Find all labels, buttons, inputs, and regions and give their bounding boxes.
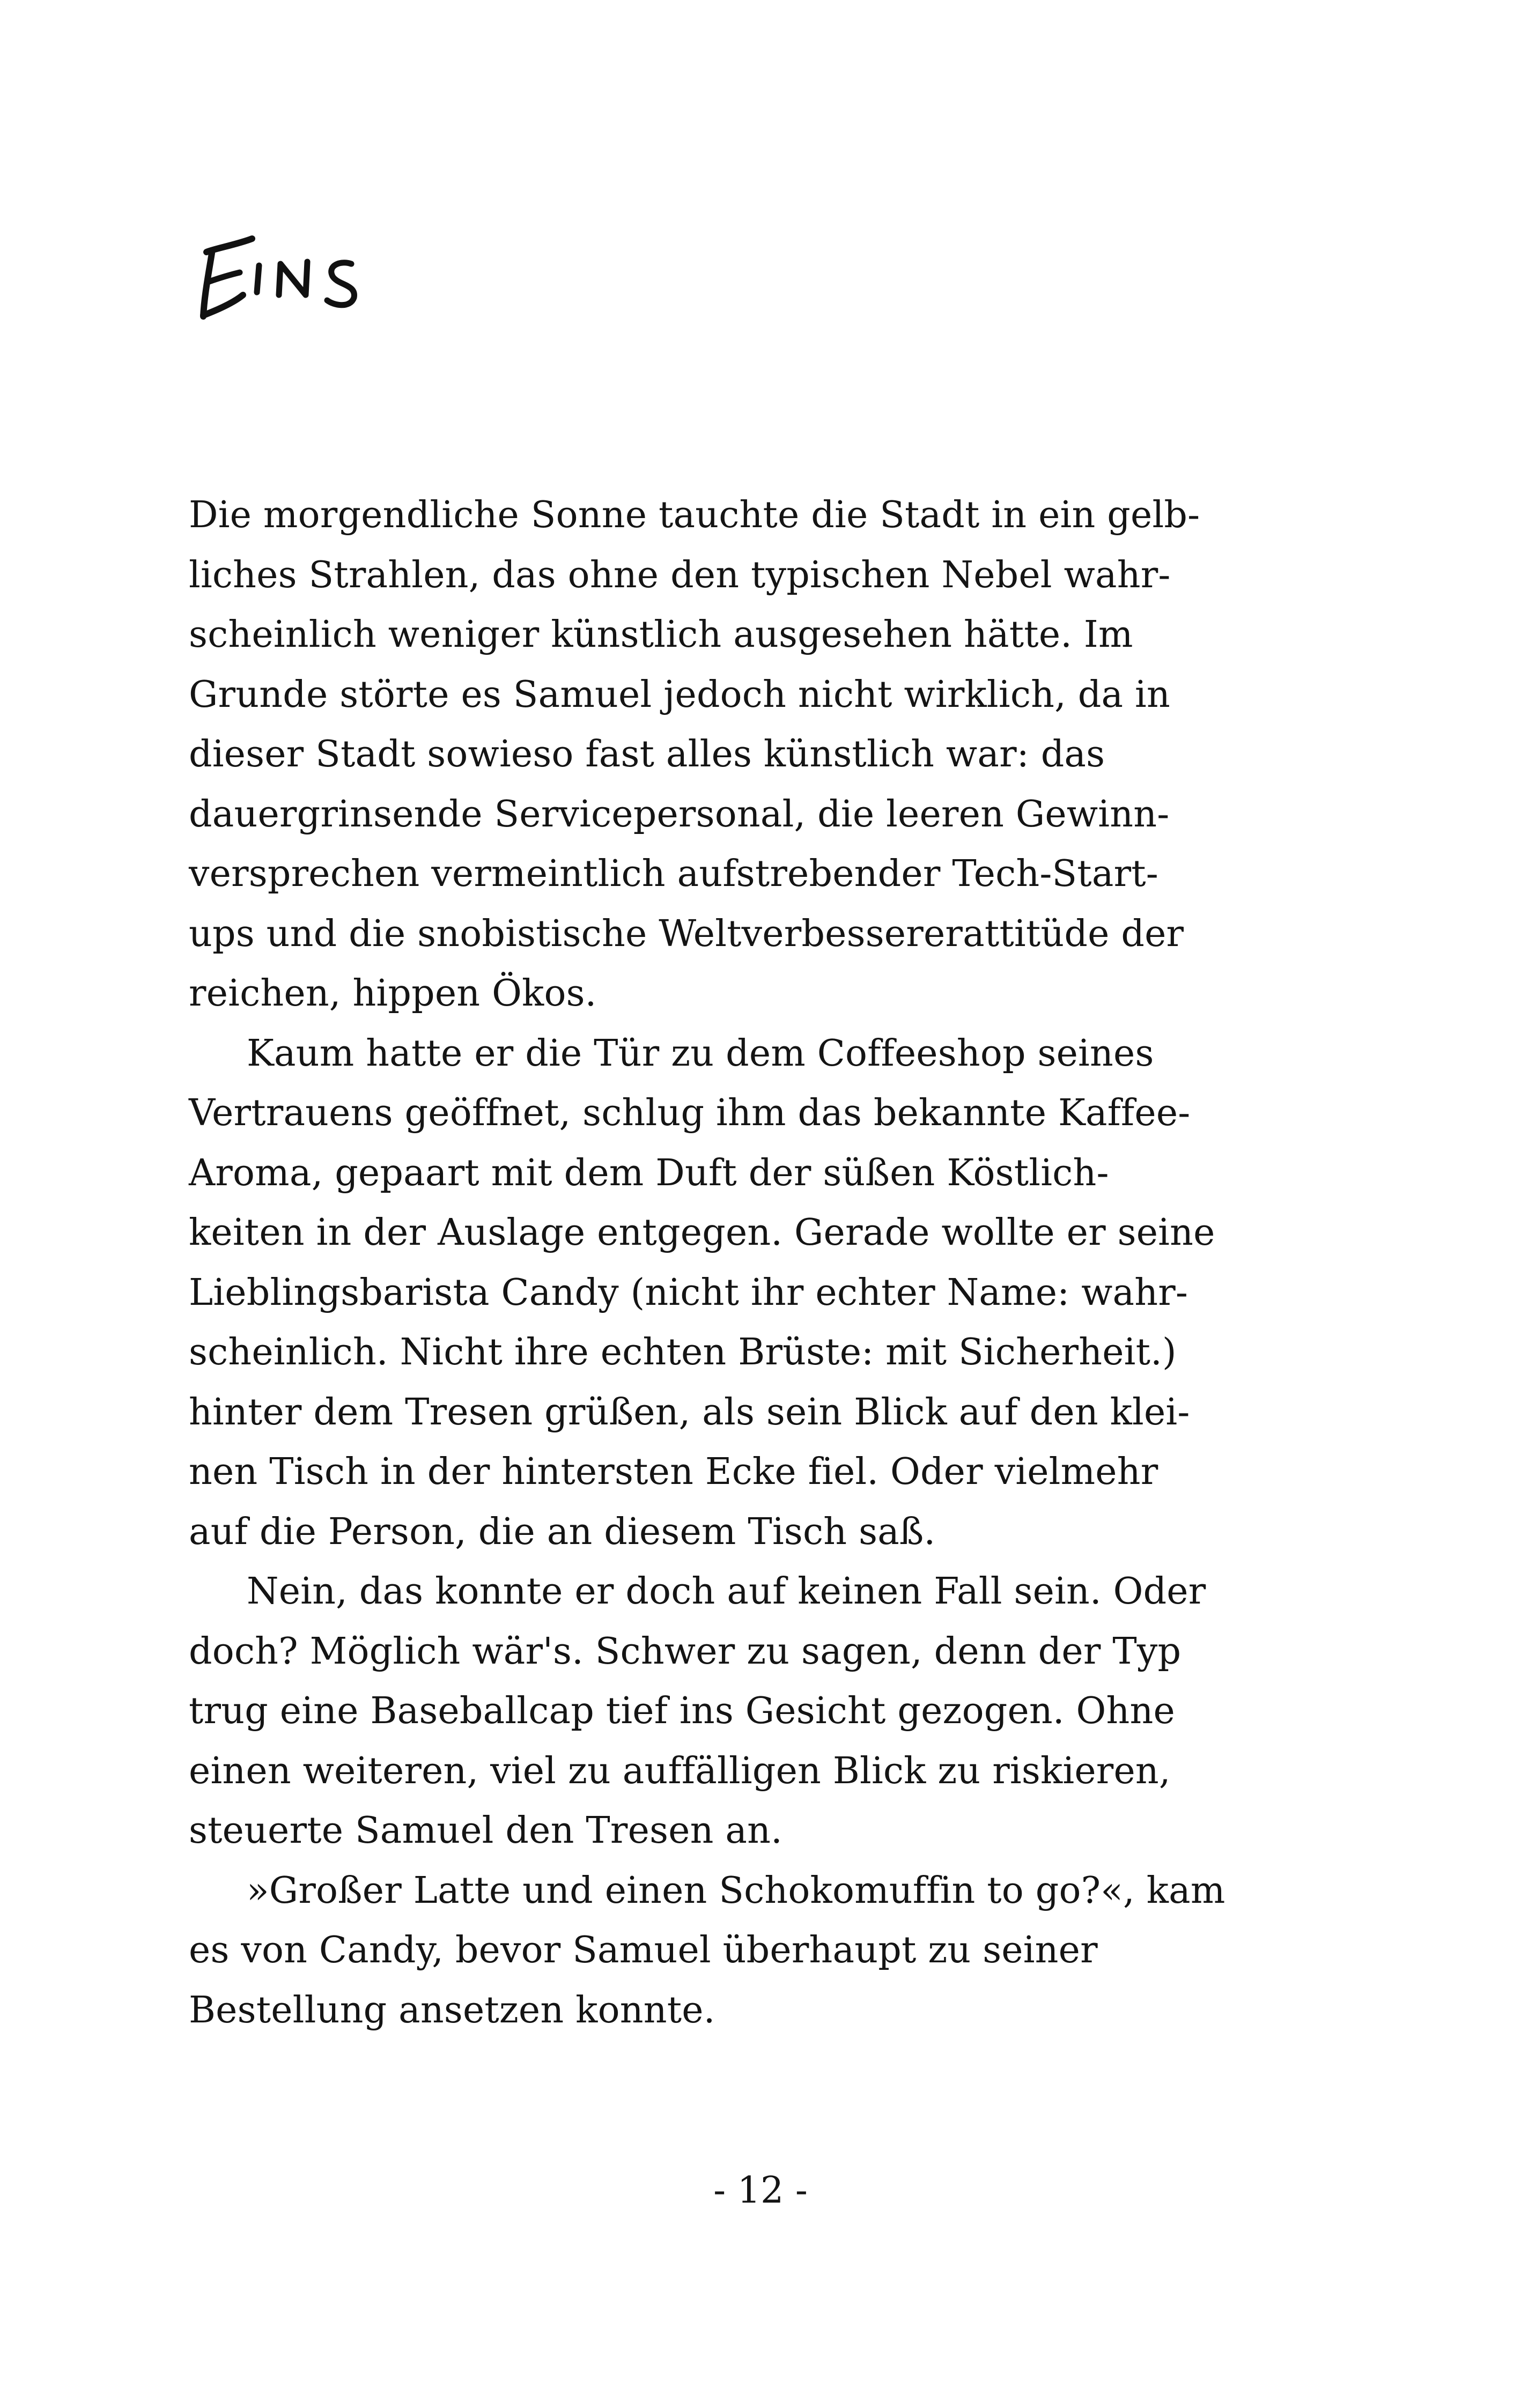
text-line: Grunde störte es Samuel jedoch nicht wirklich, da in [189,673,1170,716]
text-line: Lieblingsbarista Candy (nicht ihr echter Name: wahr- [189,1271,1188,1314]
text-line: versprechen vermeintlich aufstrebender Tech-Start- [189,853,1158,895]
text-line: auf die Person, die an diesem Tisch saß. [189,1510,936,1553]
text-line: scheinlich. Nicht ihre echten Brüste: mit Sicherheit.) [189,1331,1177,1373]
text-line: »Großer Latte und einen Schokomuffin to go?«, kam [247,1869,1225,1912]
text-line: trug eine Baseballcap tief ins Gesicht gezogen. Ohne [189,1690,1175,1732]
page-number: - 12 - [713,2169,808,2212]
text-line: doch? Möglich wär's. Schwer zu sagen, denn der Typ [189,1630,1182,1673]
text-line: scheinlich weniger künstlich ausgesehen hätte. Im [189,614,1133,656]
text-line: steuerte Samuel den Tresen an. [189,1809,782,1852]
text-line: Kaum hatte er die Tür zu dem Coffeeshop seines [247,1032,1154,1075]
text-line: es von Candy, bevor Samuel überhaupt zu seiner [189,1929,1098,1971]
text-line: Bestellung ansetzen konnte. [189,1989,715,2032]
text-line: dauergrinsende Servicepersonal, die leeren Gewinn- [189,793,1170,836]
text-line: hinter dem Tresen grüßen, als sein Blick auf den klei- [189,1391,1190,1434]
chapter-title-handwritten [190,215,416,333]
text-line: Nein, das konnte er doch auf keinen Fall sein. Oder [247,1570,1206,1613]
text-line: Aroma, gepaart mit dem Duft der süßen Köstlich- [189,1151,1109,1194]
text-line: ups und die snobistische Weltverbessererattitüde der [189,912,1184,955]
text-line: liches Strahlen, das ohne den typischen Nebel wahr- [189,553,1171,596]
text-line: reichen, hippen Ökos. [189,972,597,1015]
text-line: nen Tisch in der hintersten Ecke fiel. Oder vielmehr [189,1451,1158,1493]
text-line: dieser Stadt sowieso fast alles künstlich war: das [189,733,1105,775]
chapter-title [190,215,416,333]
text-line: einen weiteren, viel zu auffälligen Blick zu riskieren, [189,1749,1171,1792]
chapter-body-text [189,485,1288,2040]
text-line: keiten in der Auslage entgegen. Gerade wollte er seine [189,1212,1215,1254]
text-line: Vertrauens geöffnet, schlug ihm das bekannte Kaffee- [189,1092,1191,1134]
text-line: Die morgendliche Sonne tauchte die Stadt in ein gelb- [189,494,1200,536]
